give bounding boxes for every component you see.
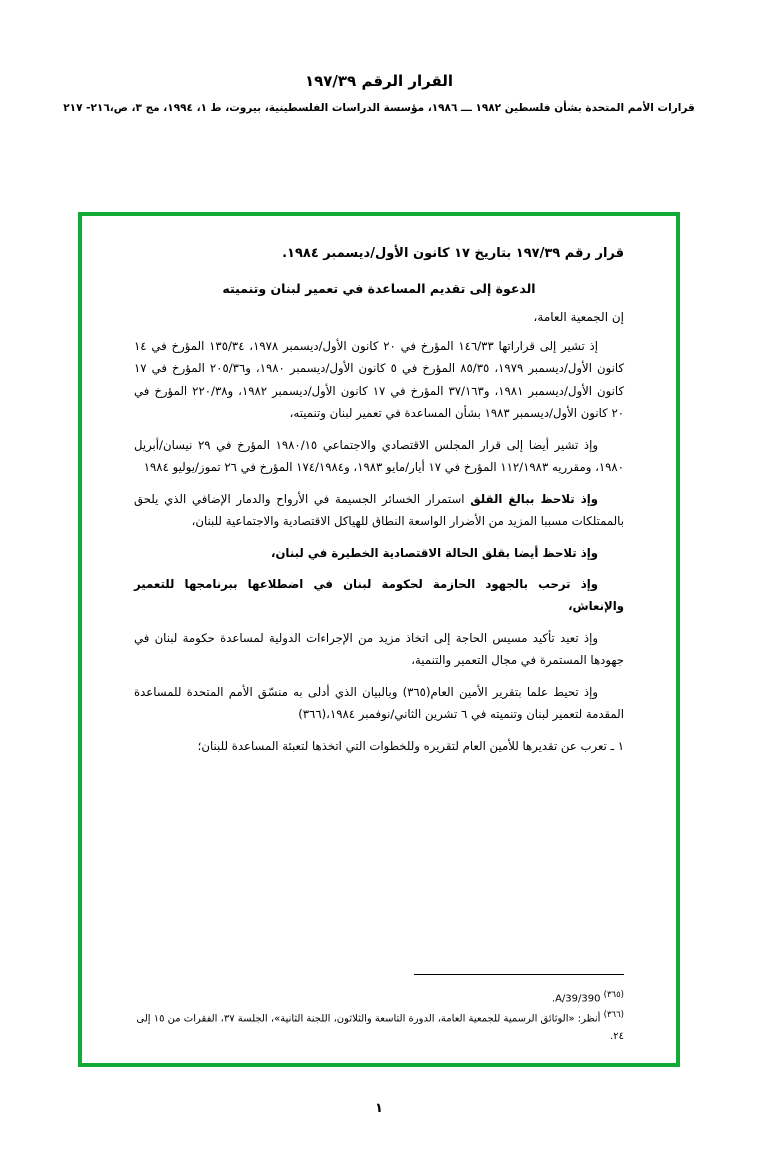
footnote-text: A/39/390.: [551, 993, 601, 1005]
preamble-paragraph-2: وإذ تشير أيضا إلى قرار المجلس الاقتصادي والاجتماعي ١٩٨٠/١٥ المؤرخ في ٢٩ نيسان/أبريل ١٩٨٠، ومقرريه ١١٢/١٩٨٣ المؤرخ في ١٧ أيار/مايو ١٩٨٣، و١٧٤/١٩٨٤ المؤرخ في ٢٦ تموز/يوليو ١٩٨٤: [134, 437, 624, 475]
preamble-paragraph-5: وإذ ترحب بالجهود الحازمة لحكومة لبنان في اضطلاعها ببرنامجها للتعمير والإنعاش،: [134, 577, 624, 614]
resolution-subject: الدعوة إلى تقديم المساعدة في تعمير لبنان وتنميته: [222, 280, 536, 296]
preamble-paragraph-6: وإذ تعيد تأكيد مسيس الحاجة إلى اتخاذ مزيد من الإجراءات الدولية لمساعدة حكومة لبنان في جهودها المستمرة في مجال التعمير والتنمية،: [134, 630, 624, 668]
preamble-paragraph-4: وإذ تلاحظ أيضا بقلق الحالة الاقتصادية الخطيرة في لبنان،: [271, 545, 598, 560]
page-title: القرار الرقم ١٩٧/٣٩: [304, 72, 454, 90]
footnote-item: [134, 988, 624, 1008]
preamble-lead-3: وإذ تلاحظ ببالغ القلق: [470, 491, 598, 506]
page-number: ١: [375, 1101, 383, 1116]
footnote-item: [134, 1008, 624, 1045]
footnote-mark: (٣٦٦): [603, 1009, 624, 1020]
footnote-separator: [414, 974, 624, 975]
source-citation: قرارات الأمم المتحدة بشأن فلسطين ١٩٨٢ ـــ ١٩٨٦، مؤسسة الدراسات الفلسطينية، بيروت، ط ١، ١٩٩٤، مج ٣، ص،٢١٦- ٢١٧: [63, 102, 695, 114]
operative-paragraph-1: ١ ـ تعرب عن تقديرها للأمين العام لتقريره وللخطوات التي اتخذها لتعبئة المساعدة للبنان؛: [197, 738, 624, 753]
resolution-body: [82, 216, 676, 1063]
document-page: [0, 72, 758, 1150]
issuing-organ: إن الجمعية العامة،: [533, 309, 624, 324]
footnotes: [134, 988, 624, 1045]
preamble-paragraph-3: [134, 488, 624, 533]
preamble-paragraph-7: وإذ تحيط علما بتقرير الأمين العام(٣٦٥) وبالبيان الذي أدلى به منسّق الأمم المتحدة للمساعدة المقدمة لتعمير لبنان وتنميته في ٦ تشرين الثاني/نوفمبر ١٩٨٤،(٣٦٦): [134, 684, 624, 722]
green-border-frame: [78, 212, 680, 1067]
preamble-rest-3: استمرار الخسائر الجسيمة في الأرواح والدمار الإضافي الذي يلحق بالممتلكات مسببا المزيد من الأضرار الواسعة النطاق للهياكل الاقتصادية والاجتماعية للبنان،: [134, 491, 624, 529]
preamble-paragraph-1: إذ تشير إلى قراراتها ١٤٦/٣٣ المؤرخ في ٢٠ كانون الأول/ديسمبر ١٩٧٨، ١٣٥/٣٤ المؤرخ في ١٤ كانون الأول/ديسمبر ١٩٧٩، ٨٥/٣٥ المؤرخ في ٥ كانون الأول/ديسمبر ١٩٨٠، و٢٠٥/٣٦ المؤرخ في ١٧ كانون الأول/ديسمبر ١٩٨١، و٣٧/١٦٣ المؤرخ في ١٧ كانون الأول/ديسمبر ١٩٨٢، و٢٢٠/٣٨ المؤرخ في ٢٠ كانون الأول/ديسمبر ١٩٨٣ بشأن المساعدة في تعمير لبنان وتنميته،: [134, 338, 625, 421]
document-header: [0, 72, 758, 116]
footnote-text: أنظر: «الوثائق الرسمية للجمعية العامة، الدورة التاسعة والثلاثون، اللجنة الثانية»، الجلسة ٣٧، الفقرات من ١٥ إلى ٢٤.: [136, 1013, 624, 1042]
resolution-reference-line: قرار رقم ١٩٧/٣٩ بتاريخ ١٧ كانون الأول/ديسمبر ١٩٨٤.: [282, 246, 624, 261]
footnote-mark: (٣٦٥): [603, 989, 624, 1000]
